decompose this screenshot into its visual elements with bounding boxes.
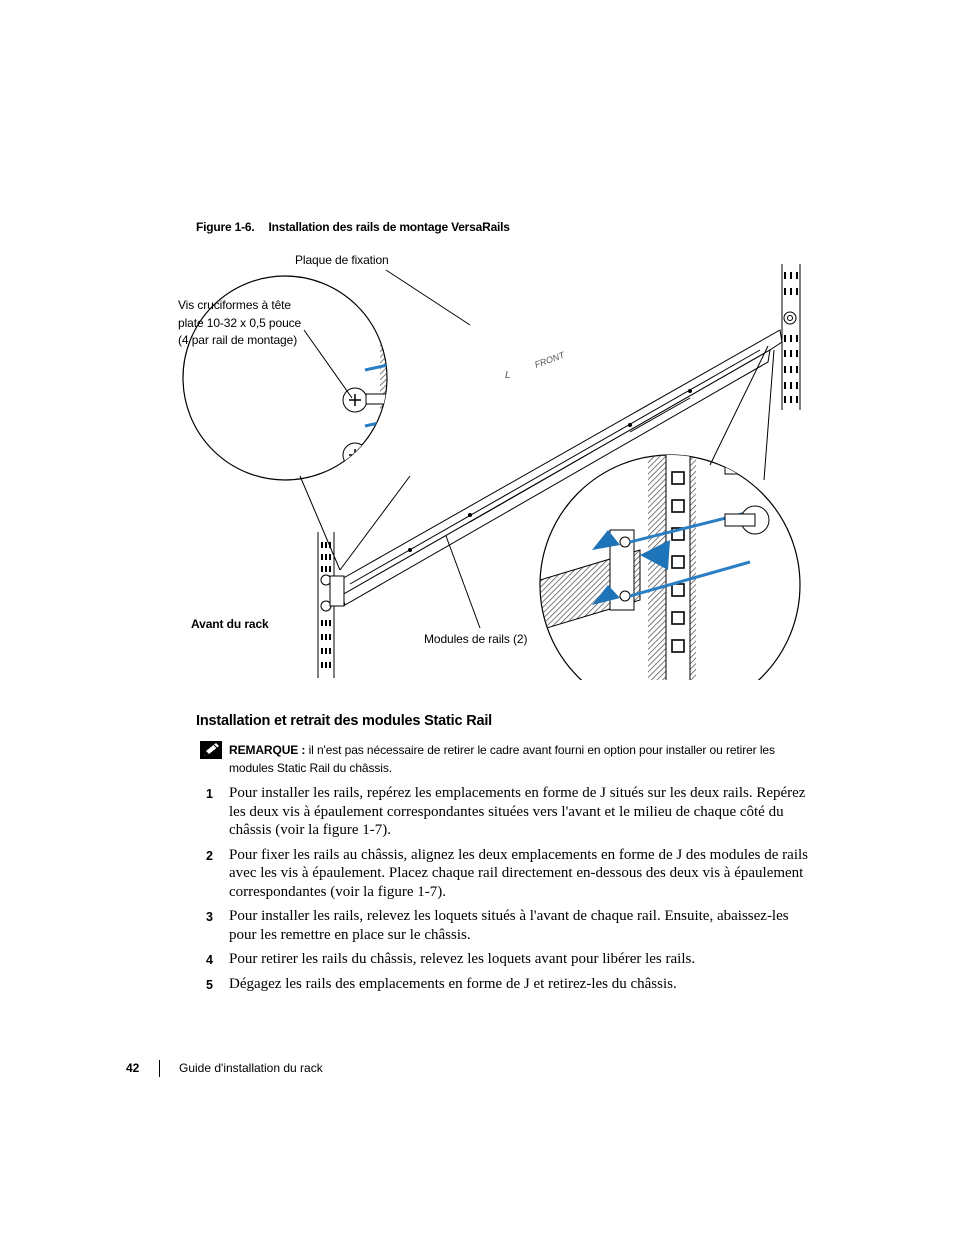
rail-label-front: FRONT bbox=[533, 349, 566, 370]
step-number: 4 bbox=[206, 953, 213, 967]
figure-number: Figure 1-6. bbox=[196, 220, 255, 234]
step-item bbox=[206, 784, 811, 840]
callout-screws-line: (4 par rail de montage) bbox=[178, 333, 298, 347]
step-text: Pour installer les rails, repérez les emplacements en forme de J situés sur les deux rails. Repérez les deux vis à épaulement correspondantes situées vers l'avant et le milieu de chaque côté du châssis (voir la figure 1-7). bbox=[229, 785, 806, 838]
rail-installation-figure bbox=[170, 250, 810, 680]
step-number: 5 bbox=[206, 977, 213, 992]
footer-separator bbox=[159, 1060, 160, 1077]
step-text: Pour retirer les rails du châssis, relevez les loquets avant pour libérer les rails. bbox=[229, 951, 696, 967]
step-item bbox=[206, 950, 811, 969]
section-title: Installation et retrait des modules Static Rail bbox=[196, 713, 492, 729]
page-number: 42 bbox=[126, 1061, 140, 1075]
step-text: Pour installer les rails, relevez les loquets situés à l'avant de chaque rail. Ensuite, abaissez-les pour les remettre en place sur le châssis. bbox=[229, 908, 789, 943]
step-item bbox=[206, 907, 811, 944]
step-text: Dégagez les rails des emplacements en forme de J et retirez-les du châssis. bbox=[229, 975, 677, 992]
figure-title: Installation des rails de montage VersaRails bbox=[268, 220, 510, 234]
footer-title: Guide d'installation du rack bbox=[179, 1061, 323, 1075]
step-number: 2 bbox=[206, 848, 213, 863]
step-item bbox=[206, 975, 811, 994]
callout-screws bbox=[178, 297, 301, 350]
step-number: 1 bbox=[206, 787, 213, 801]
step-list bbox=[206, 784, 811, 999]
step-item bbox=[206, 846, 811, 902]
rear-rack-post bbox=[782, 264, 800, 410]
pencil-note-icon bbox=[200, 741, 222, 759]
callout-rack-front: Avant du rack bbox=[191, 617, 269, 631]
step-number: 3 bbox=[206, 910, 213, 924]
callout-rail-modules: Modules de rails (2) bbox=[424, 632, 528, 646]
rail-label-letter: L bbox=[505, 370, 511, 381]
callout-bracket: Plaque de fixation bbox=[295, 253, 389, 267]
step-text: Pour fixer les rails au châssis, alignez les deux emplacements en forme de J des modules de rails avec les vis à épaulement. Placez chaque rail directement en-dessous des deux vis à épaulement correspondantes (voir la figure 1-7). bbox=[229, 846, 808, 900]
callout-screws-line: plate 10-32 x 0,5 pouce bbox=[178, 315, 302, 330]
note-body: il n'est pas nécessaire de retirer le cadre avant fourni en option pour installer ou retirer les modules Static Rail du châssis. bbox=[229, 743, 775, 775]
figure-caption bbox=[196, 220, 510, 234]
callout-screws-line: Vis cruciformes à tête bbox=[178, 298, 291, 312]
note-text bbox=[229, 742, 814, 777]
note-label: REMARQUE : bbox=[229, 743, 306, 757]
